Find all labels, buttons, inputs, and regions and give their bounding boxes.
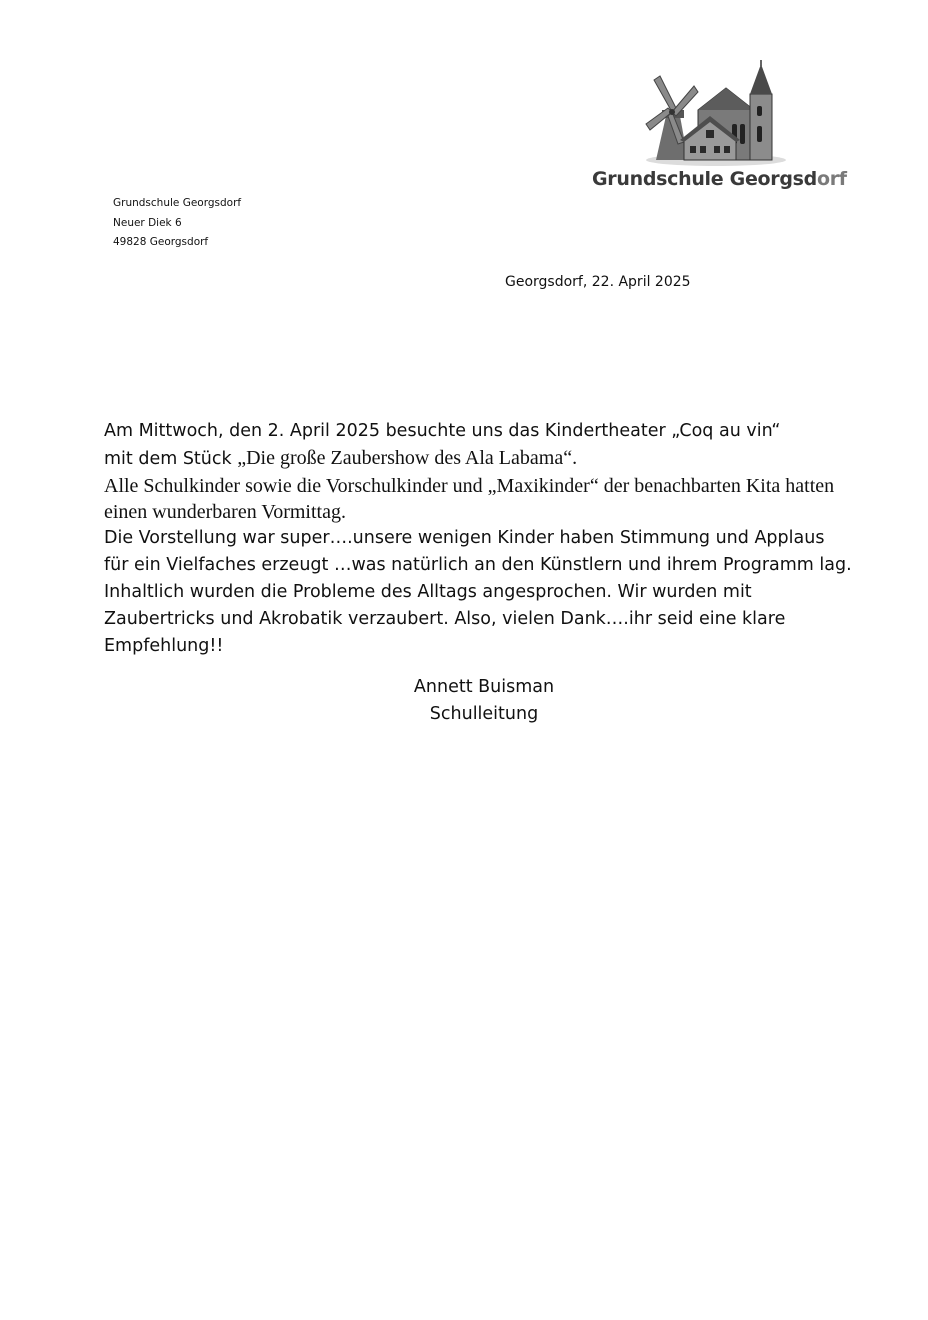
signature-block — [384, 674, 584, 728]
school-logo — [592, 60, 847, 200]
body-line: Alle Schulkinder sowie die Vorschulkinder und „Maxikinder“ der benachbarten Kita hatten — [104, 475, 835, 497]
body-line: einen wunderbaren Vormittag. — [104, 501, 346, 523]
signature-name: Annett Buisman — [413, 677, 555, 697]
windmill-and-church-icon — [636, 60, 786, 168]
body-line: Am Mittwoch, den 2. April 2025 besuchte uns das Kindertheater „Coq au vin“ — [104, 421, 781, 441]
letter-body — [104, 418, 919, 660]
body-line: für ein Vielfaches erzeugt …was natürlich an den Künstlern und ihrem Programm lag. — [104, 555, 852, 575]
body-line: Inhaltlich wurden die Probleme des Alltags angesprochen. Wir wurden mit — [104, 582, 752, 602]
signature-role: Schulleitung — [429, 704, 539, 724]
body-line: Zaubertricks und Akrobatik verzaubert. Also, vielen Dank….ihr seid eine klare — [104, 609, 786, 629]
logo-wordmark: Grundschule Georgsdorf — [592, 168, 847, 190]
body-line: mit dem Stück „Die große Zaubershow des Ala Labama“. — [104, 447, 578, 469]
body-line: Die Vorstellung war super….unsere wenigen Kinder haben Stimmung und Applaus — [104, 528, 825, 548]
date-line: Georgsdorf, 22. April 2025 — [505, 274, 691, 290]
sender-name: Grundschule Georgsdorf — [113, 197, 242, 209]
sender-street: Neuer Diek 6 — [113, 216, 182, 229]
sender-address — [113, 194, 241, 253]
body-line: Empfehlung!! — [104, 636, 224, 656]
sender-city: 49828 Georgsdorf — [113, 236, 209, 248]
